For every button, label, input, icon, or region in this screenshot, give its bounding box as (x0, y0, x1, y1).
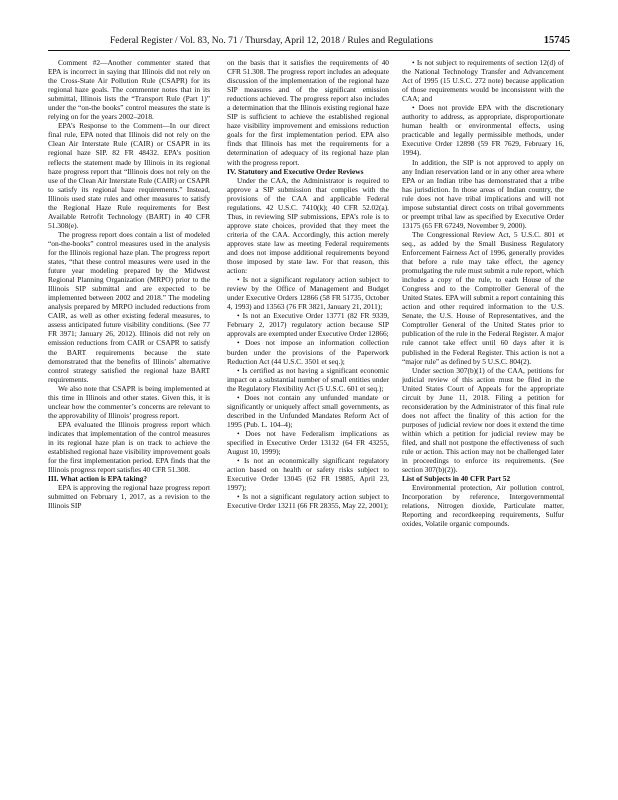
column-right (402, 58, 564, 788)
column-left (48, 58, 210, 788)
page-number: 15745 (543, 35, 570, 46)
paragraph-subjects: Environmental protection, Air pollution control, Incorporation by reference, Intergovernmental relations, Nitrogen dioxide, Particulate matter, Reporting and recordkeeping requirements, Sulfur oxides, Volatile organic compounds. (402, 483, 564, 529)
bullet-item: • Is not subject to requirements of section 12(d) of the National Technology Transfer and Advancement Act of 1995 (15 U.S.C. 272 note) because application of those requirements would be inconsistent with the CAA; and (402, 58, 564, 104)
paragraph-epa-evaluation: EPA evaluated the Illinois progress report which indicates that implementation of the control measures in its regional haze plan is on track to achieve the established regional haze visibility improvement goals for the first implementation period. EPA finds that the Illinois progress report satisfies 40 CFR 51.308. (48, 419, 210, 475)
paragraph-progress-report: The progress report does contain a list of modeled “on-the-books” control measures used in the analysis for the Illinois regional haze plan. The progress report states, “that these control measures were used in the future year modeling prepared by the Midwest Regional Planning Organization (MRPO) prior to the Illinois SIP submittal and are expected to be implemented between 2002 and 2018.” The modeling analysis prepared by MRPO included reductions from CAIR, as well as other existing federal measures, to assess anticipated future visibility conditions. (See 77 FR 3971; January 26, 2012). Illinois did not rely on emission reductions from CAIR or CSAPR to satisfy the BART requirements because the state demonstrated that the benefits of Illinois’ alternative control strategy satisfied the regional haze BART requirements. (48, 229, 210, 384)
bullet-item: • Does not contain any unfunded mandate or significantly or uniquely affect small governments, as described in the Unfunded Mandates Reform Act of 1995 (Pub. L. 104–4); (227, 392, 389, 429)
section-heading-reviews: IV. Statutory and Executive Order Reviews (227, 166, 364, 176)
bullet-item: • Is not a significant regulatory action subject to review by the Office of Management and Budget under Executive Orders 12866 (58 FR 51735, October 4, 1993) and 13563 (76 FR 3821, January 21, 2011); (227, 275, 389, 312)
section-heading-action: III. What action is EPA taking? (48, 474, 148, 484)
paragraph-approval-continued: on the basis that it satisfies the requirements of 40 CFR 51.308. The progress report includes an adequate discussion of the implementation of the regional haze SIP measures and of the significant emission reductions achieved. The progress report also includes a determination that the Illinois existing regional haze SIP is sufficient to achieve the established regional haze visibility improvement and emissions reduction goals for the first implementation period. EPA also finds that Illinois has met the requirements for a determination of adequacy of its regional haze plan with the progress report. (227, 58, 389, 167)
bullet-item: • Does not have Federalism implications as specified in Executive Order 13132 (64 FR 43255, August 10, 1999); (227, 428, 389, 457)
running-header-title: Federal Register / Vol. 83, No. 71 / Thursday, April 12, 2018 / Rules and Regulations (110, 36, 433, 46)
header-rule (48, 50, 570, 51)
bullet-item: • Is not an economically significant regulatory action based on health or safety risks subject to Executive Order 13045 (62 FR 19885, April 23, 1997); (227, 456, 389, 493)
paragraph-epa-response: EPA’s Response to the Comment—In our direct final rule, EPA noted that Illinois did not rely on the Clean Air Interstate Rule (CAIR) or CSAPR in its regional haze SIP. 82 FR 48432. EPA’s position reflects the statement made by Illinois in its regional haze progress report that “Illinois does not rely on the use of the Clean Air Interstate Rule (CAIR) or CSAPR to satisfy its regional haze requirements.” Instead, Illinois used state rules and other measures to satisfy the Regional Haze Rule requirements for Best Available Retrofit Technology (BART) in 40 CFR 51.308(e). (48, 121, 210, 230)
bullet-item: • Is not an Executive Order 13771 (82 FR 9339, February 2, 2017) regulatory action because SIP approvals are exempted under Executive Order 12866; (227, 311, 389, 339)
paragraph-caa-review: Under the CAA, the Administrator is required to approve a SIP submission that complies with the provisions of the CAA and applicable Federal regulations. 42 U.S.C. 7410(k); 40 CFR 52.02(a). Thus, in reviewing SIP submissions, EPA’s role is to approve state choices, provided that they meet the criteria of the CAA. Accordingly, this action merely approves state law as meeting Federal requirements and does not impose additional requirements beyond those imposed by state law. For that reason, this action: (227, 175, 389, 276)
bullet-item: • Does not impose an information collection burden under the provisions of the Paperwork Reduction Act (44 U.S.C. 3501 et seq.); (227, 338, 389, 366)
paragraph-congressional-review: The Congressional Review Act, 5 U.S.C. 801 et seq., as added by the Small Business Regulatory Enforcement Fairness Act of 1996, generally provides that before a rule may take effect, the agency promulgating the rule must submit a rule report, which includes a copy of the rule, to each House of the Congress and to the Comptroller General of the United States. EPA will submit a report containing this action and other required information to the U.S. Senate, the U.S. House of Representatives, and the Comptroller General of the United States prior to publication of the rule in the Federal Register. A major rule cannot take effect until 60 days after it is published in the Federal Register. This action is not a “major rule” as defined by 5 U.S.C. 804(2). (402, 229, 564, 366)
bullet-item: • Is not a significant regulatory action subject to Executive Order 13211 (66 FR 28355, May 22, 2001); (227, 492, 389, 511)
paragraph-csapr-note: We also note that CSAPR is being implemented at this time in Illinois and other states. Given this, it is unclear how the commenter’s concerns are relevant to the approvability of Illinois’ progress report. (48, 383, 210, 420)
running-header (48, 34, 570, 48)
paragraph-comment-2: Comment #2—Another commenter stated that EPA is incorrect in saying that Illinois did not rely on the Cross-State Air Pollution Rule (CSAPR) for its regional haze goals. The commenter notes that in its submittal, Illinois lists the “Transport Rule (Part 1)” under the “on-the books” control measures the state is relying on for the years 2002–2018. (48, 58, 210, 122)
paragraph-approval: EPA is approving the regional haze progress report submitted on February 1, 2017, as a revision to the Illinois SIP (48, 483, 210, 511)
bullet-item: • Does not provide EPA with the discretionary authority to address, as appropriate, disproportionate human health or environmental effects, using practicable and legally permissible methods, under Executive Order 12898 (59 FR 7629, February 16, 1994). (402, 103, 564, 158)
bullet-item: • Is certified as not having a significant economic impact on a substantial number of small entities under the Regulatory Flexibility Act (5 U.S.C. 601 et seq.); (227, 365, 389, 393)
paragraph-judicial-review: Under section 307(b)(1) of the CAA, petitions for judicial review of this action must be filed in the United States Court of Appeals for the appropriate circuit by June 11, 2018. Filing a petition for reconsideration by the Administrator of this final rule does not affect the finality of this action for the purposes of judicial review nor does it extend the time within which a petition for judicial review may be filed, and shall not postpone the effectiveness of such rule or action. This action may not be challenged later in proceedings to enforce its requirements. (See section 307(b)(2)). (402, 365, 564, 475)
section-heading-subjects: List of Subjects in 40 CFR Part 52 (402, 474, 511, 484)
column-middle (227, 58, 389, 788)
paragraph-tribal: In addition, the SIP is not approved to apply on any Indian reservation land or in any other area where EPA or an Indian tribe has demonstrated that a tribe has jurisdiction. In those areas of Indian country, the rule does not have tribal implications and will not impose substantial direct costs on tribal governments or preempt tribal law as specified by Executive Order 13175 (65 FR 67249, November 9, 2000). (402, 157, 564, 230)
